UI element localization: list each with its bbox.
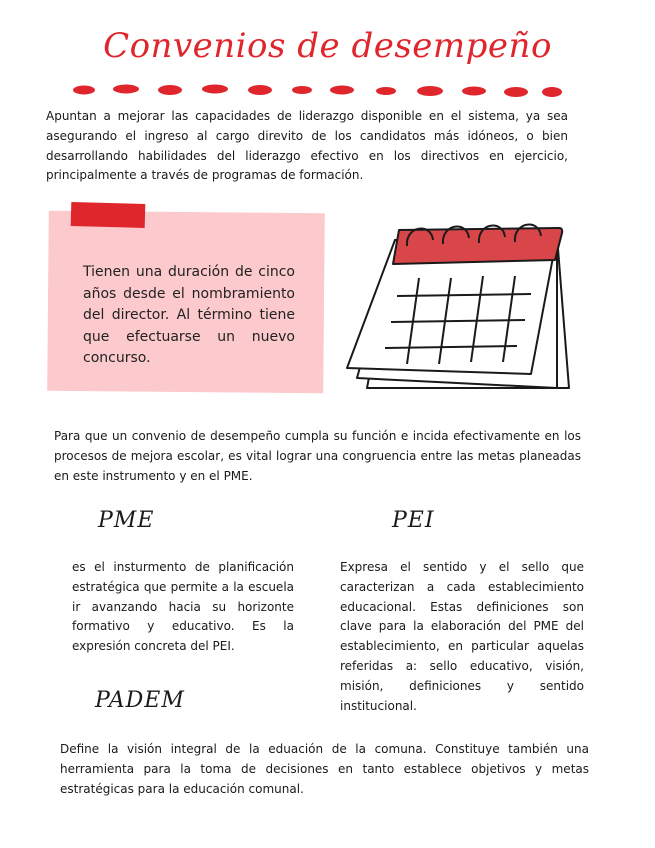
dashed-divider xyxy=(70,80,570,100)
note-tape xyxy=(71,202,146,228)
pme-description: es el insturmento de planificación estratégica que permite a la escuela ir avanzando hacia su horizonte formativo y educativo. Es la expresión concreta del PEI. xyxy=(72,560,294,654)
padem-heading: PADEM xyxy=(95,688,185,713)
congruence-paragraph: Para que un convenio de desempeño cumpla su función e incida efectivamente en los procesos de mejora escolar, es vital lograr una congruencia entre las metas planeadas en este instrumento y en el PME. xyxy=(54,429,581,483)
calendar-icon xyxy=(345,216,575,394)
intro-paragraph: Apuntan a mejorar las capacidades de liderazgo disponible en el sistema, ya sea asegurando el ingreso al cargo direvito de los candidatos más idóneos, o bien desarrollando habilidades del liderazgo efectivo en los directivos en ejercicio, principalmente a través de programas de formación. xyxy=(46,109,568,183)
pme-heading: PME xyxy=(98,508,155,533)
pei-description: Expresa el sentido y el sello que caracterizan a cada establecimiento educacional. Estas definiciones son clave para la elaboración del PME del establecimiento, en particular aquelas referidas a: sello educativo, visión, misión, definiciones y sentido institucional. xyxy=(340,560,584,713)
pei-heading: PEI xyxy=(392,508,435,533)
page-title: Convenios de desempeño xyxy=(103,26,552,66)
note-text: Tienen una duración de cinco años desde el nombramiento del director. Al término tiene que efectuarse un nuevo concurso. xyxy=(83,264,295,366)
padem-description: Define la visión integral de la eduación de la comuna. Constituye también una herramienta para la toma de decisiones en tanto establece objetivos y metas estratégicas para la educación comunal. xyxy=(60,742,589,796)
